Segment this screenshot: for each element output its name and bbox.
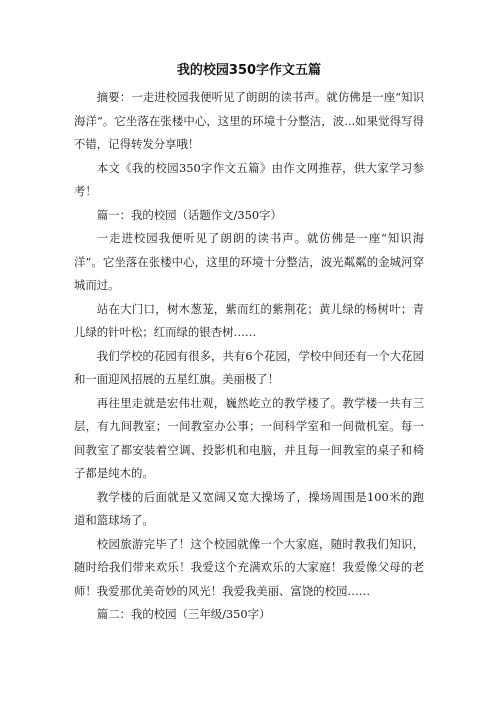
body-paragraph: 站在大门口，树木葱茏，紫而红的紫荆花；黄儿绿的杨树叶；青儿绿的针叶松；红而绿的银杏树…… [74,301,424,339]
body-paragraph: 我们学校的花园有很多，共有6个花园，学校中间还有一个大花园和一面迎风招展的五星红旗。美丽极了！ [74,348,424,386]
body-paragraph: 一走进校园我便听见了朗朗的读书声。就仿佛是一座“知识海洋”。它坐落在张楼中心，这里的环境十分整洁，波光粼粼的金城河穿城而过。 [74,231,424,292]
body-paragraph: 教学楼的后面就是又宽阔又宽大操场了，操场周围是100米的跑道和篮球场了。 [74,489,424,527]
document-page [74,62,424,627]
body-paragraph: 校园旅游完毕了！这个校园就像一个大家庭，随时教我们知识，随时给我们带来欢乐！我爱这个充满欢乐的大家庭！我爱像父母的老师！我爱那优美奇妙的风光！我爱我美丽、富饶的校园…… [74,536,424,598]
document-title: 我的校园350字作文五篇 [176,63,322,78]
body-paragraph: 再往里走就是宏伟壮观，巍然屹立的教学楼了。教学楼一共有三层，有九间教室；一间教室办公事；一间科学室和一间微机室。每一间教室了都安装着空调、投影机和电脑，并且每一间教室的桌子和椅子都是纯木的。 [74,395,424,480]
section-heading-one: 篇一：我的校园（话题作文/350字） [96,207,282,222]
recommendation-paragraph: 本文《我的校园350字作文五篇》由作文网推荐，供大家学习参考！ [74,160,424,198]
section-heading-two: 篇二：我的校园（三年级/350字） [96,607,271,621]
summary-paragraph: 摘要：一走进校园我便听见了朗朗的读书声。就仿佛是一座“知识海洋”。它坐落在张楼中心，这里的环境十分整洁，波...如果觉得写得不错，记得转发分享哦！ [74,90,424,151]
